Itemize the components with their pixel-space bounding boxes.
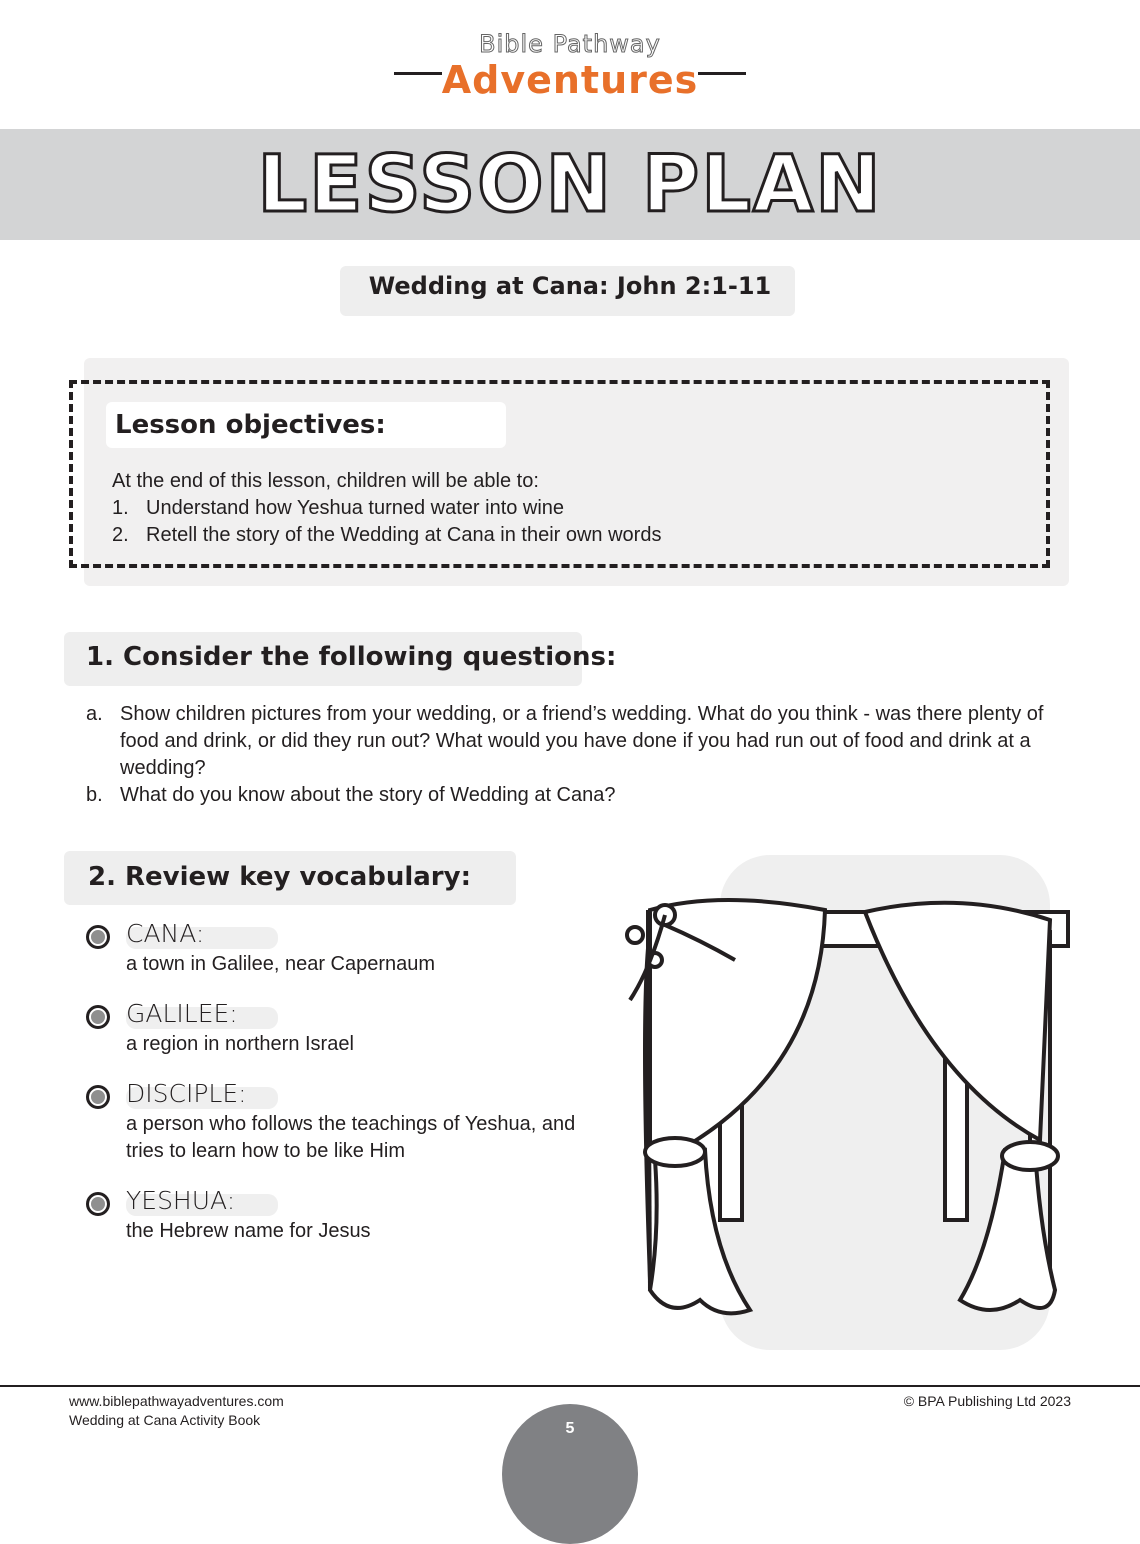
objective-item [112,495,1012,522]
objective-item [112,522,1012,549]
subtitle: Wedding at Cana: John 2:1-11 [368,272,772,300]
item-text: Understand how Yeshua turned water into wine [146,497,565,519]
objectives-intro: At the end of this lesson, children will be able to: [112,470,539,492]
bullet-icon [86,1085,110,1109]
logo-line2: Adventures [441,58,699,102]
vocab-term: GALILEE: [126,999,238,1028]
vocab-term: CANA: [126,919,205,948]
footer-website[interactable]: www.biblepathwayadventures.com [69,1393,284,1409]
page-title: LESSON PLAN [257,140,883,230]
section2-heading: 2. Review key vocabulary: [88,862,471,892]
item-text: Retell the story of the Wedding at Cana in their own words [146,524,662,546]
vocab-term: YESHUA: [126,1186,236,1215]
questions-list [86,701,1076,809]
vocab-definition: a person who follows the teachings of Yeshua, and tries to learn how to be like Him [126,1113,576,1162]
logo-line1: Bible Pathway [479,30,661,58]
wedding-curtain-illustration [610,850,1080,1360]
bullet-icon [86,1192,110,1216]
question-item [86,782,1076,809]
vocab-definition: a region in northern Israel [126,1033,354,1055]
footer-left [69,1392,284,1430]
item-marker: a. [86,703,103,725]
page-number: 5 [502,1404,638,1544]
footer-rule [0,1385,1140,1387]
footer-book-title: Wedding at Cana Activity Book [69,1412,261,1428]
footer-copyright: © BPA Publishing Ltd 2023 [903,1393,1071,1409]
question-item [86,701,1076,782]
objectives-heading: Lesson objectives: [115,410,386,440]
objectives-body [112,468,1012,549]
item-text: What do you know about the story of Wedding at Cana? [120,784,616,806]
bullet-icon [86,925,110,949]
section1-heading: 1. Consider the following questions: [86,642,617,672]
item-text: Show children pictures from your wedding, or a friend’s wedding. What do you think - was there plenty of food and drink, or did they run out? What would you have done if you had run out of food and drink at a wedding? [120,703,1044,779]
item-marker: 1. [112,497,129,519]
vocab-definition: the Hebrew name for Jesus [126,1220,371,1242]
bullet-icon [86,1005,110,1029]
vocab-definition: a town in Galilee, near Capernaum [126,953,436,975]
item-marker: 2. [112,524,129,546]
vocab-term: DISCIPLE: [126,1079,247,1108]
item-marker: b. [86,784,103,806]
